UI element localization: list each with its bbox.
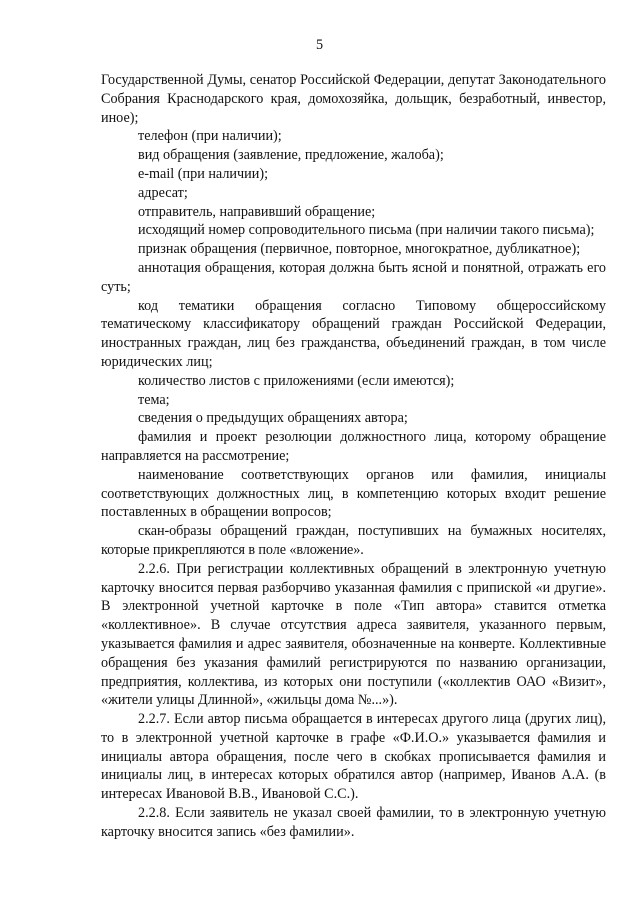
- list-item-resolution: фамилия и проект резолюции должностного лица, которому обращение направляется на рассмотрение;: [101, 429, 606, 464]
- list-item-sender: отправитель, направивший обращение;: [138, 203, 376, 220]
- list-item-addressee: адресат;: [138, 184, 188, 201]
- paragraph-2-2-7: 2.2.7. Если автор письма обращается в интересах другого лица (других лиц), то в электронной учетной карточке в графе «Ф.И.О.» указывается фамилия и инициалы автора обращения, после чего в скобках прописывается фамилия и инициалы лиц, в интересах которых обратился автор (например, Иванов А.А. (в интересах Ивановой В.В., Ивановой С.С.).: [101, 711, 606, 803]
- list-item-attribute: признак обращения (первичное, повторное, многократное, дубликатное);: [138, 241, 581, 258]
- list-item-topic-code: код тематики обращения согласно Типовому общероссийскому тематическому классификатору обращений граждан Российской Федерации, иностранных граждан, лиц без гражданства, объединений граждан, в том числе юридических лиц;: [101, 297, 606, 370]
- list-item-type: вид обращения (заявление, предложение, жалоба);: [138, 147, 444, 164]
- list-item-authorities: наименование соответствующих органов или фамилия, инициалы соответствующих должностных лиц, в компетенцию которых входит решение поставленных в обращении вопросов;: [101, 466, 606, 521]
- list-item-phone: телефон (при наличии);: [138, 128, 282, 145]
- paragraph-2-2-8: 2.2.8. Если заявитель не указал своей фамилии, то в электронную учетную карточку вносится запись «без фамилии».: [101, 805, 606, 840]
- list-item-outgoing-number: исходящий номер сопроводительного письма (при наличии такого письма);: [138, 222, 595, 239]
- list-item-sheet-count: количество листов с приложениями (если имеются);: [138, 372, 455, 389]
- list-item-previous: сведения о предыдущих обращениях автора;: [138, 410, 408, 427]
- paragraph-continuation: Государственной Думы, сенатор Российской Федерации, депутат Законодательного Собрания Краснодарского края, домохозяйка, дольщик, безработный, инвестор, иное);: [101, 72, 606, 126]
- list-item-email: e-mail (при наличии);: [138, 165, 269, 182]
- paragraph-2-2-6: 2.2.6. При регистрации коллективных обращений в электронную учетную карточку вносится первая разборчиво указанная фамилия с припиской «и другие». В электронной учетной карточке в поле «Тип автора» ставится отметка «коллективное». В случае отсутствия адреса заявителя, указанного первым, указывается фамилия и адрес заявителя, обозначенные на конверте. Коллективные обращения без указания фамилий регистрируются по названию организации, предприятия, коллектива, из которых они поступили («коллектив ОАО «Визит», «жители улицы Длинной», «жильцы дома №...»).: [101, 560, 606, 709]
- page-number: 5: [315, 37, 324, 53]
- list-item-scans: скан-образы обращений граждан, поступивших на бумажных носителях, которые прикрепляются в поле «вложение».: [101, 523, 606, 558]
- document-body: [101, 71, 606, 842]
- list-item-subject: тема;: [138, 391, 170, 408]
- list-item-annotation: аннотация обращения, которая должна быть ясной и понятной, отражать его суть;: [101, 259, 606, 295]
